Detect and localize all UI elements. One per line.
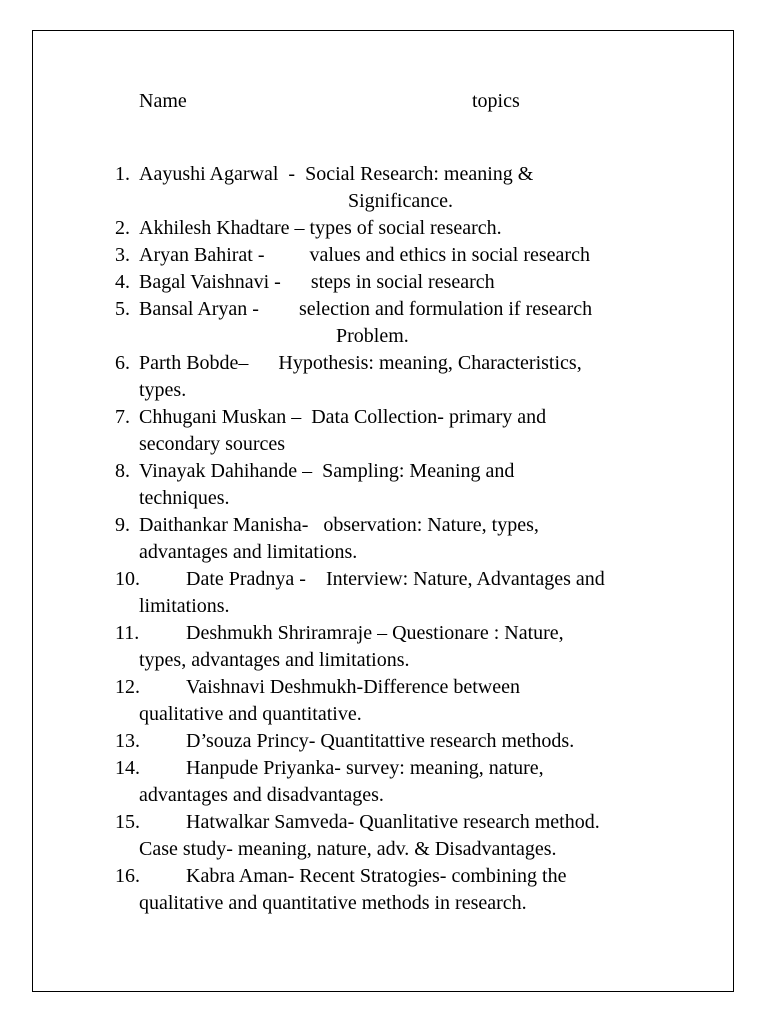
list-item <box>0 728 768 755</box>
item-text-continued: Significance. <box>348 190 453 212</box>
item-number: 12. <box>115 676 140 698</box>
list-item <box>0 620 768 674</box>
item-text: Daithankar Manisha- observation: Nature, types, <box>139 514 539 536</box>
item-text: Aayushi Agarwal - Social Research: meaning & <box>139 163 534 185</box>
item-number: 14. <box>115 757 140 779</box>
item-text: Date Pradnya - Interview: Nature, Advantages and <box>186 568 605 590</box>
column-header-topics: topics <box>472 90 520 112</box>
item-text: Akhilesh Khadtare – types of social research. <box>139 217 502 239</box>
list-item <box>0 242 768 269</box>
item-number: 11. <box>115 622 140 644</box>
list-item <box>0 215 768 242</box>
list-item <box>0 350 768 404</box>
item-text-continued: secondary sources <box>139 433 286 455</box>
item-text: Kabra Aman- Recent Stratogies- combining the <box>186 865 567 887</box>
item-text-continued: qualitative and quantitative. <box>139 703 362 725</box>
list-item <box>0 809 768 863</box>
item-number: 15. <box>115 811 140 833</box>
item-text: Bagal Vaishnavi - steps in social research <box>139 271 495 293</box>
item-number: 2. <box>115 217 130 239</box>
item-text-continued: types, advantages and limitations. <box>139 649 410 671</box>
list-item <box>0 296 768 350</box>
item-number: 16. <box>115 865 140 887</box>
item-text: Deshmukh Shriramraje – Questionare : Nature, <box>186 622 564 644</box>
list-item <box>0 674 768 728</box>
item-number: 9. <box>115 514 130 536</box>
item-text: Aryan Bahirat - values and ethics in social research <box>139 244 590 266</box>
list-item <box>0 161 768 215</box>
item-text: Parth Bobde– Hypothesis: meaning, Characteristics, <box>139 352 582 374</box>
item-text-continued: Case study- meaning, nature, adv. & Disadvantages. <box>139 838 557 860</box>
list-item <box>0 566 768 620</box>
item-text-continued: advantages and disadvantages. <box>139 784 384 806</box>
item-text-continued: qualitative and quantitative methods in research. <box>139 892 527 914</box>
item-number: 7. <box>115 406 130 428</box>
item-number: 1. <box>115 163 130 185</box>
item-text-continued: Problem. <box>336 325 409 347</box>
column-header-name: Name <box>139 90 187 112</box>
item-text-continued: advantages and limitations. <box>139 541 358 563</box>
list-item <box>0 755 768 809</box>
item-number: 3. <box>115 244 130 266</box>
item-number: 4. <box>115 271 130 293</box>
item-text: Chhugani Muskan – Data Collection- primary and <box>139 406 547 428</box>
item-text-continued: techniques. <box>139 487 230 509</box>
list-item <box>0 512 768 566</box>
item-text-continued: limitations. <box>139 595 230 617</box>
item-text: Vaishnavi Deshmukh-Difference between <box>186 676 520 698</box>
list-item <box>0 863 768 917</box>
item-number: 13. <box>115 730 140 752</box>
item-number: 5. <box>115 298 130 320</box>
item-text: Vinayak Dahihande – Sampling: Meaning and <box>139 460 515 482</box>
item-number: 10. <box>115 568 140 590</box>
item-text: Hanpude Priyanka- survey: meaning, nature, <box>186 757 544 779</box>
item-text: D’souza Princy- Quantitattive research methods. <box>186 730 575 752</box>
item-text-continued: types. <box>139 379 187 401</box>
item-number: 8. <box>115 460 130 482</box>
item-number: 6. <box>115 352 130 374</box>
item-text: Hatwalkar Samveda- Quanlitative research method. <box>186 811 600 833</box>
item-text: Bansal Aryan - selection and formulation if research <box>139 298 593 320</box>
list-item <box>0 269 768 296</box>
list-item <box>0 404 768 458</box>
topic-list <box>0 161 768 917</box>
list-item <box>0 458 768 512</box>
